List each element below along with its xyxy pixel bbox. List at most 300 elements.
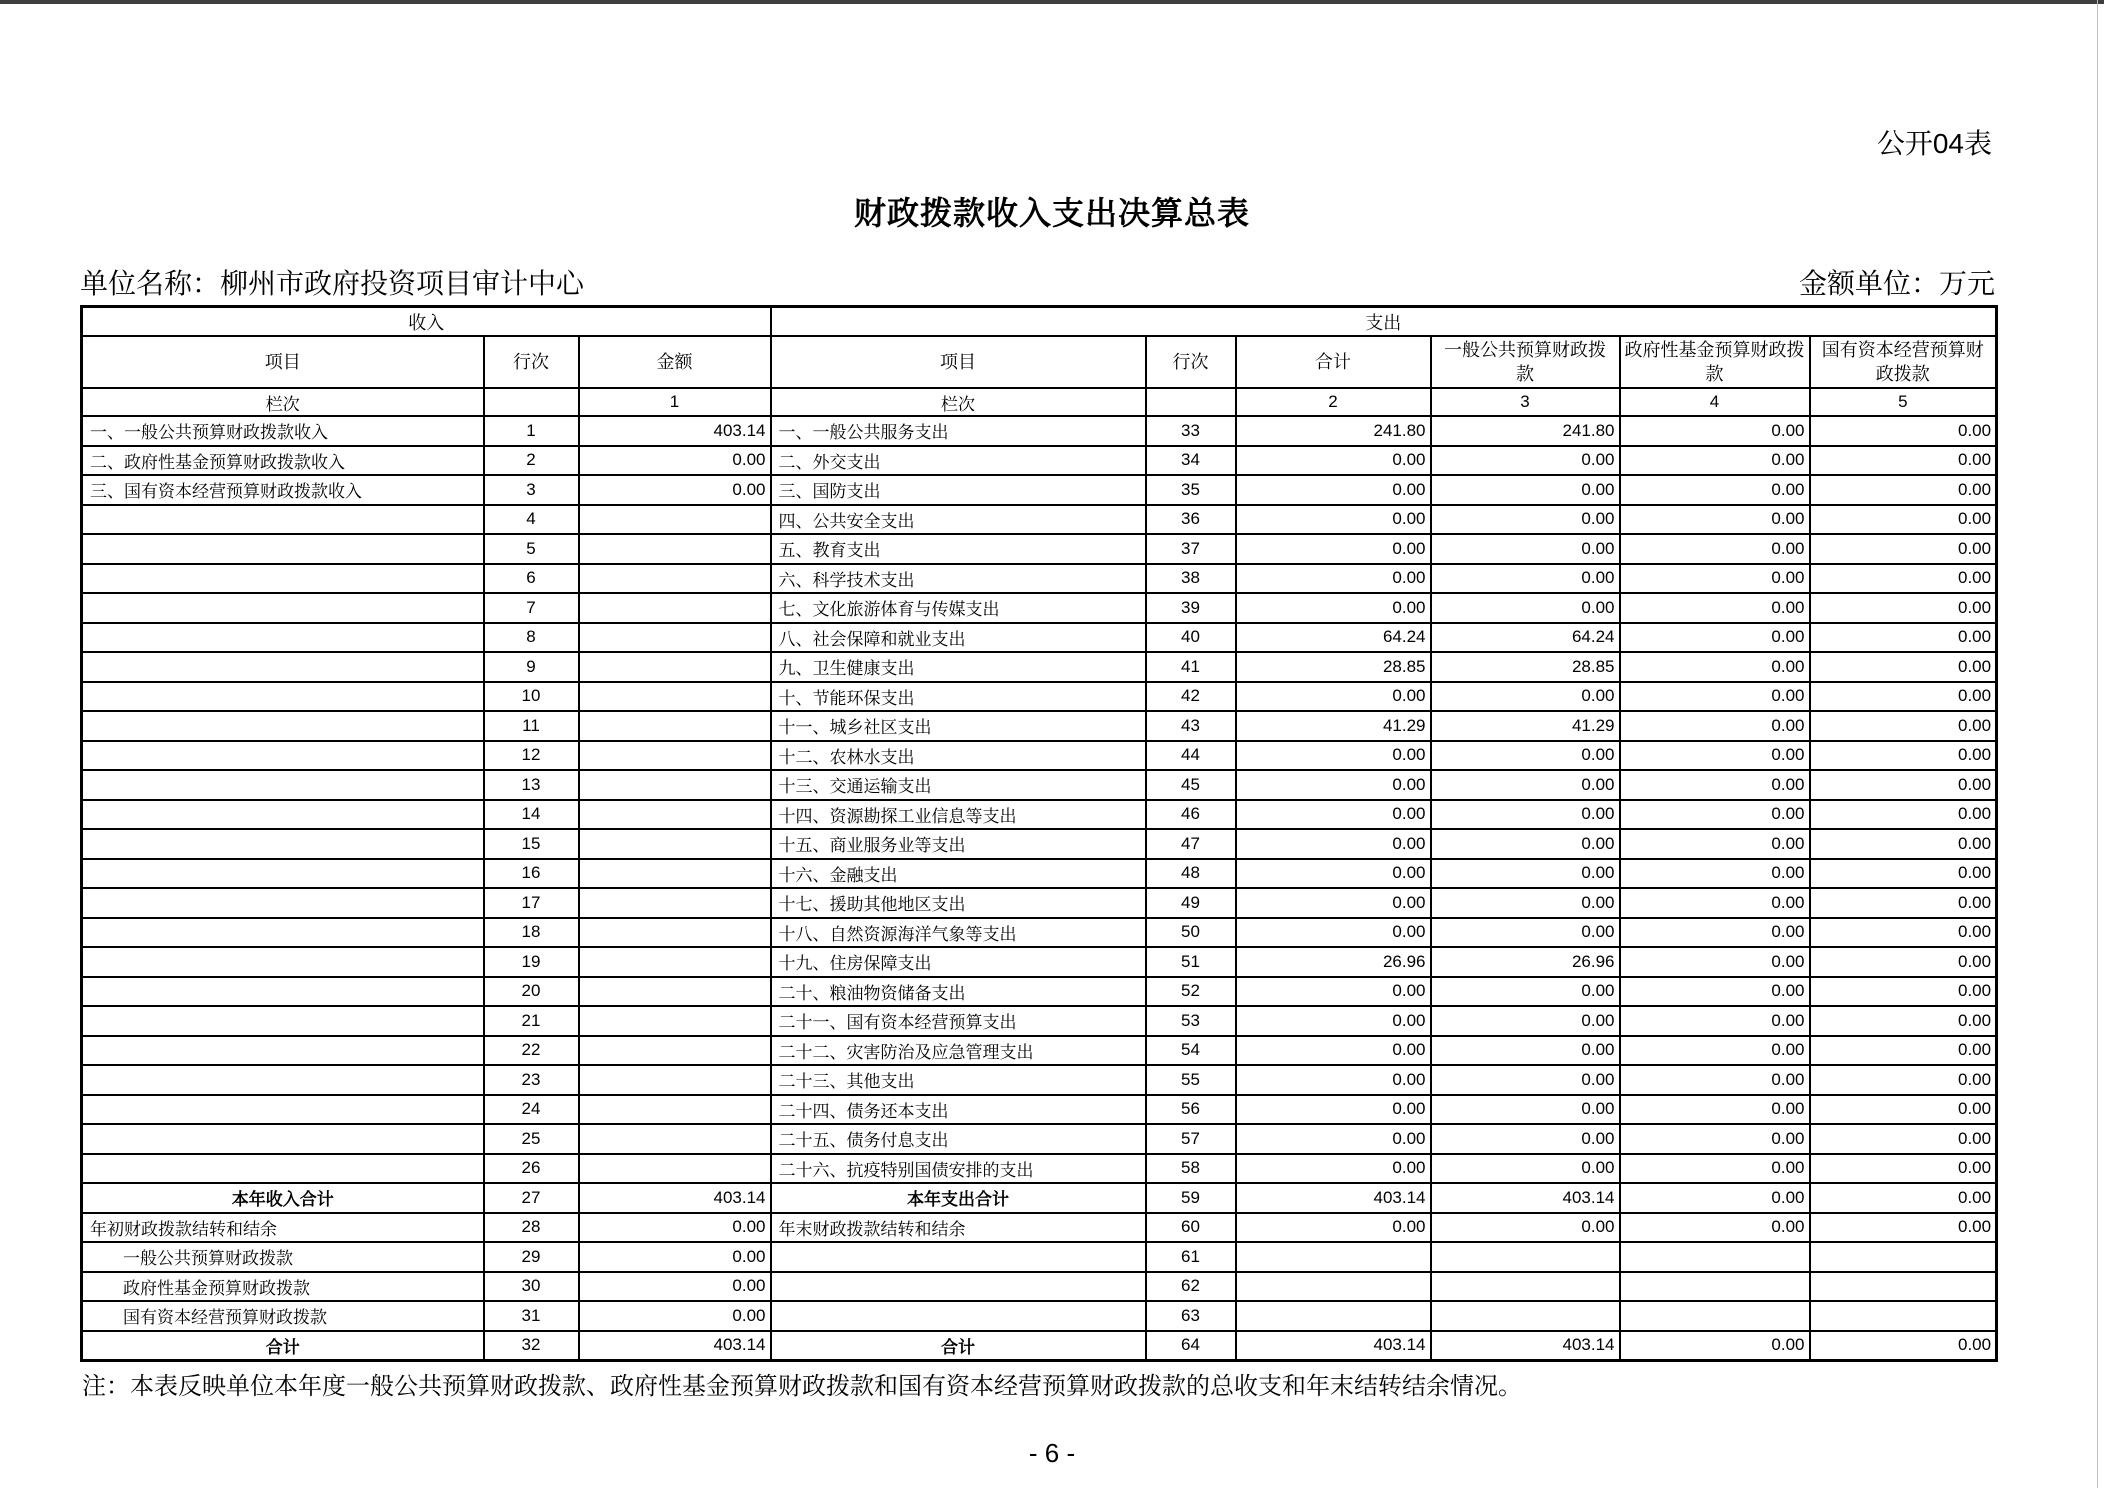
expense-amount: 0.00: [1810, 1124, 1997, 1154]
expense-item-label: 八、社会保障和就业支出: [771, 623, 1146, 653]
expense-amount: 0.00: [1620, 682, 1810, 712]
income-line-number: 16: [484, 859, 579, 889]
expense-amount: 64.24: [1431, 623, 1620, 653]
expense-amount: 0.00: [1810, 1006, 1997, 1036]
income-item-label: [82, 1006, 484, 1036]
income-line-number: 32: [484, 1331, 579, 1361]
expense-item-label: 十四、资源勘探工业信息等支出: [771, 800, 1146, 830]
income-lanci-label: 栏次: [82, 388, 484, 416]
income-line-number: 21: [484, 1006, 579, 1036]
expense-line-number: 63: [1146, 1301, 1236, 1331]
table-row: [82, 711, 1997, 741]
income-line-number: 31: [484, 1301, 579, 1331]
expense-amount: 0.00: [1810, 800, 1997, 830]
income-section-header: 收入: [82, 307, 771, 337]
expense-amount: 41.29: [1431, 711, 1620, 741]
expense-line-number: 45: [1146, 770, 1236, 800]
section-header-row: [82, 307, 1997, 337]
expense-amount: 0.00: [1810, 741, 1997, 771]
expense-amount: 0.00: [1431, 888, 1620, 918]
income-amount: 0.00: [579, 1242, 771, 1272]
expense-amount: 0.00: [1620, 977, 1810, 1007]
expense-amount: 0.00: [1810, 859, 1997, 889]
income-line-number: 14: [484, 800, 579, 830]
table-row: [82, 475, 1997, 505]
expense-amount: 0.00: [1431, 977, 1620, 1007]
expense-col-state-capital: 国有资本经营预算财政拨款: [1810, 336, 1997, 388]
form-code: 公开04表: [1876, 128, 1992, 159]
expense-amount: 0.00: [1431, 1124, 1620, 1154]
income-line-number: 29: [484, 1242, 579, 1272]
income-line-number: 17: [484, 888, 579, 918]
expense-amount: [1810, 1272, 1997, 1302]
expense-amount: 0.00: [1810, 770, 1997, 800]
expense-amount: 0.00: [1236, 918, 1431, 948]
expense-amount: 0.00: [1810, 505, 1997, 535]
income-line-number: 3: [484, 475, 579, 505]
expense-amount: 28.85: [1431, 652, 1620, 682]
expense-amount: 0.00: [1810, 564, 1997, 594]
expense-item-label: 四、公共安全支出: [771, 505, 1146, 535]
expense-item-label: 合计: [771, 1331, 1146, 1361]
expense-line-number: 58: [1146, 1154, 1236, 1184]
expense-amount: 403.14: [1236, 1183, 1431, 1213]
expense-line-number: 37: [1146, 534, 1236, 564]
income-item-label: [82, 711, 484, 741]
table-row: [82, 829, 1997, 859]
expense-line-number: 54: [1146, 1036, 1236, 1066]
table-row: [82, 918, 1997, 948]
expense-line-number: 53: [1146, 1006, 1236, 1036]
income-amount: [579, 652, 771, 682]
expense-lanci-line: [1146, 388, 1236, 416]
expense-col-gov-fund: 政府性基金预算财政拨款: [1620, 336, 1810, 388]
income-amount: [579, 564, 771, 594]
expense-amount: 0.00: [1431, 1154, 1620, 1184]
income-amount: [579, 1154, 771, 1184]
expense-item-label: 十七、援助其他地区支出: [771, 888, 1146, 918]
expense-amount: 0.00: [1810, 1331, 1997, 1361]
income-amount: [579, 888, 771, 918]
expense-amount: 0.00: [1810, 534, 1997, 564]
income-amount: 0.00: [579, 446, 771, 476]
expense-col-item: 项目: [771, 336, 1146, 388]
expense-amount: 0.00: [1810, 652, 1997, 682]
expense-amount: 0.00: [1431, 918, 1620, 948]
income-amount: [579, 1036, 771, 1066]
expense-amount: 403.14: [1431, 1331, 1620, 1361]
column-header-row: [82, 336, 1997, 388]
expense-col-general-budget: 一般公共预算财政拨款: [1431, 336, 1620, 388]
expense-amount: 0.00: [1431, 859, 1620, 889]
expense-item-label: 九、卫生健康支出: [771, 652, 1146, 682]
income-line-number: 23: [484, 1065, 579, 1095]
income-item-label: [82, 947, 484, 977]
expense-amount: 0.00: [1236, 1006, 1431, 1036]
unit-name: 单位名称：柳州市政府投资项目审计中心: [80, 268, 585, 299]
page-top-edge: [0, 0, 2104, 4]
expense-line-number: 43: [1146, 711, 1236, 741]
income-amount: 0.00: [579, 1213, 771, 1243]
expense-amount: 0.00: [1236, 682, 1431, 712]
expense-item-label: 二十一、国有资本经营预算支出: [771, 1006, 1146, 1036]
table-row: [82, 888, 1997, 918]
table-row: [82, 1006, 1997, 1036]
income-line-number: 26: [484, 1154, 579, 1184]
expense-line-number: 59: [1146, 1183, 1236, 1213]
expense-amount: 0.00: [1431, 446, 1620, 476]
expense-item-label: 十一、城乡社区支出: [771, 711, 1146, 741]
expense-amount: 0.00: [1431, 770, 1620, 800]
income-line-number: 10: [484, 682, 579, 712]
table-row: [82, 1301, 1997, 1331]
income-amount: [579, 1065, 771, 1095]
income-line-number: 7: [484, 593, 579, 623]
expense-amount: 0.00: [1236, 1124, 1431, 1154]
income-line-number: 22: [484, 1036, 579, 1066]
expense-amount: 0.00: [1620, 770, 1810, 800]
expense-amount: 0.00: [1810, 1213, 1997, 1243]
income-line-number: 13: [484, 770, 579, 800]
expense-line-number: 51: [1146, 947, 1236, 977]
income-item-label: [82, 977, 484, 1007]
expense-amount: 0.00: [1431, 682, 1620, 712]
expense-amount: 0.00: [1810, 623, 1997, 653]
table-row: [82, 1213, 1997, 1243]
expense-amount: 28.85: [1236, 652, 1431, 682]
expense-amount: 0.00: [1236, 1036, 1431, 1066]
expense-amount: 41.29: [1236, 711, 1431, 741]
income-item-label: [82, 1095, 484, 1125]
expense-amount: 0.00: [1620, 800, 1810, 830]
income-line-number: 4: [484, 505, 579, 535]
expense-amount: 0.00: [1620, 829, 1810, 859]
income-amount: [579, 1124, 771, 1154]
footnote: 注：本表反映单位本年度一般公共预算财政拨款、政府性基金预算财政拨款和国有资本经营预算财政拨款的总收支和年末结转结余情况。: [82, 1373, 1522, 1400]
expense-amount: 0.00: [1620, 505, 1810, 535]
income-amount: 0.00: [579, 475, 771, 505]
income-col-item: 项目: [82, 336, 484, 388]
income-amount: [579, 977, 771, 1007]
expense-amount: 26.96: [1236, 947, 1431, 977]
expense-amount: 0.00: [1810, 446, 1997, 476]
income-item-label: [82, 829, 484, 859]
expense-amount: 0.00: [1620, 1006, 1810, 1036]
income-line-number: 19: [484, 947, 579, 977]
expense-amount: 0.00: [1810, 1065, 1997, 1095]
income-item-label: [82, 593, 484, 623]
expense-line-number: 36: [1146, 505, 1236, 535]
expense-amount: 0.00: [1236, 534, 1431, 564]
income-line-number: 15: [484, 829, 579, 859]
expense-amount: 0.00: [1620, 1065, 1810, 1095]
table-row: [82, 1272, 1997, 1302]
expense-amount: 241.80: [1431, 416, 1620, 446]
expense-amount: [1431, 1242, 1620, 1272]
expense-amount: 0.00: [1620, 475, 1810, 505]
expense-item-label: [771, 1301, 1146, 1331]
income-line-number: 6: [484, 564, 579, 594]
expense-item-label: 二十、粮油物资储备支出: [771, 977, 1146, 1007]
income-amount: [579, 682, 771, 712]
expense-line-number: 47: [1146, 829, 1236, 859]
income-line-number: 5: [484, 534, 579, 564]
expense-amount: 0.00: [1431, 1095, 1620, 1125]
table-row: [82, 593, 1997, 623]
table-row: [82, 682, 1997, 712]
income-item-label: 政府性基金预算财政拨款: [82, 1272, 484, 1302]
expense-amount: [1620, 1242, 1810, 1272]
expense-item-label: 二十二、灾害防治及应急管理支出: [771, 1036, 1146, 1066]
expense-amount: 0.00: [1810, 1095, 1997, 1125]
expense-amount: 403.14: [1236, 1331, 1431, 1361]
expense-amount: 0.00: [1431, 505, 1620, 535]
income-item-label: [82, 888, 484, 918]
expense-item-label: 二、外交支出: [771, 446, 1146, 476]
expense-line-number: 33: [1146, 416, 1236, 446]
income-amount: [579, 947, 771, 977]
expense-amount: 0.00: [1620, 623, 1810, 653]
expense-amount: 26.96: [1431, 947, 1620, 977]
expense-item-label: 十六、金融支出: [771, 859, 1146, 889]
income-line-number: 25: [484, 1124, 579, 1154]
expense-line-number: 64: [1146, 1331, 1236, 1361]
expense-amount: 0.00: [1620, 593, 1810, 623]
income-item-label: 一、一般公共预算财政拨款收入: [82, 416, 484, 446]
expense-amount: 0.00: [1620, 446, 1810, 476]
expense-line-number: 44: [1146, 741, 1236, 771]
expense-item-label: 七、文化旅游体育与传媒支出: [771, 593, 1146, 623]
expense-amount: 0.00: [1236, 1213, 1431, 1243]
page-title: 财政拨款收入支出决算总表: [853, 195, 1250, 231]
expense-amount: [1620, 1272, 1810, 1302]
table-row: [82, 534, 1997, 564]
income-amount: [579, 711, 771, 741]
income-item-label: 合计: [82, 1331, 484, 1361]
income-line-number: 1: [484, 416, 579, 446]
income-item-label: [82, 741, 484, 771]
expense-lanci-col5: 5: [1810, 388, 1997, 416]
table-row: [82, 1124, 1997, 1154]
table-row: [82, 800, 1997, 830]
amount-unit: 金额单位：万元: [1798, 268, 1995, 299]
income-amount: [579, 534, 771, 564]
expense-amount: 0.00: [1236, 829, 1431, 859]
expense-amount: 0.00: [1810, 475, 1997, 505]
table-row: [82, 1242, 1997, 1272]
expense-amount: 0.00: [1620, 711, 1810, 741]
expense-amount: [1236, 1301, 1431, 1331]
expense-lanci-col2: 2: [1236, 388, 1431, 416]
expense-amount: 241.80: [1236, 416, 1431, 446]
expense-amount: 0.00: [1236, 977, 1431, 1007]
table-row: [82, 1183, 1997, 1213]
income-amount: [579, 741, 771, 771]
table-row: [82, 770, 1997, 800]
expense-amount: 0.00: [1431, 829, 1620, 859]
expense-amount: [1810, 1242, 1997, 1272]
income-item-label: [82, 770, 484, 800]
income-item-label: 一般公共预算财政拨款: [82, 1242, 484, 1272]
expense-amount: 0.00: [1236, 446, 1431, 476]
expense-item-label: 十九、住房保障支出: [771, 947, 1146, 977]
expense-amount: 0.00: [1620, 888, 1810, 918]
income-line-number: 18: [484, 918, 579, 948]
expense-amount: 0.00: [1620, 1036, 1810, 1066]
income-amount: [579, 1095, 771, 1125]
expense-amount: 0.00: [1620, 652, 1810, 682]
income-item-label: [82, 652, 484, 682]
expense-amount: 0.00: [1431, 475, 1620, 505]
table-row: [82, 1095, 1997, 1125]
income-item-label: [82, 1124, 484, 1154]
expense-amount: 0.00: [1620, 1213, 1810, 1243]
income-amount: 0.00: [579, 1301, 771, 1331]
income-amount: [579, 1006, 771, 1036]
expense-amount: 0.00: [1620, 416, 1810, 446]
table-row: [82, 1154, 1997, 1184]
expense-col-total: 合计: [1236, 336, 1431, 388]
table-row: [82, 505, 1997, 535]
expense-amount: 0.00: [1810, 711, 1997, 741]
table-body: [82, 416, 1997, 1361]
table-row: [82, 416, 1997, 446]
income-item-label: [82, 918, 484, 948]
table-row: [82, 623, 1997, 653]
expense-amount: 0.00: [1431, 1213, 1620, 1243]
expense-amount: 0.00: [1810, 888, 1997, 918]
expense-amount: 0.00: [1620, 1183, 1810, 1213]
expense-amount: 0.00: [1620, 1124, 1810, 1154]
expense-amount: 0.00: [1431, 1006, 1620, 1036]
expense-line-number: 60: [1146, 1213, 1236, 1243]
expense-item-label: 三、国防支出: [771, 475, 1146, 505]
expense-amount: 0.00: [1620, 534, 1810, 564]
expense-line-number: 46: [1146, 800, 1236, 830]
expense-amount: 0.00: [1810, 682, 1997, 712]
expense-amount: 0.00: [1810, 947, 1997, 977]
fiscal-table-wrap: [80, 305, 1998, 1362]
expense-line-number: 50: [1146, 918, 1236, 948]
expense-amount: 0.00: [1620, 1095, 1810, 1125]
income-lanci-line: [484, 388, 579, 416]
expense-amount: 0.00: [1236, 1065, 1431, 1095]
expense-line-number: 40: [1146, 623, 1236, 653]
income-item-label: [82, 564, 484, 594]
expense-amount: 0.00: [1236, 888, 1431, 918]
expense-amount: [1236, 1272, 1431, 1302]
income-item-label: [82, 1036, 484, 1066]
income-item-label: [82, 505, 484, 535]
income-item-label: [82, 623, 484, 653]
income-item-label: [82, 682, 484, 712]
expense-amount: 0.00: [1620, 947, 1810, 977]
income-item-label: 国有资本经营预算财政拨款: [82, 1301, 484, 1331]
expense-amount: 0.00: [1620, 1331, 1810, 1361]
expense-line-number: 55: [1146, 1065, 1236, 1095]
income-item-label: [82, 534, 484, 564]
expense-amount: 0.00: [1620, 1154, 1810, 1184]
expense-amount: 0.00: [1810, 1036, 1997, 1066]
expense-amount: 0.00: [1620, 918, 1810, 948]
expense-line-number: 39: [1146, 593, 1236, 623]
income-line-number: 12: [484, 741, 579, 771]
expense-amount: [1620, 1301, 1810, 1331]
income-line-number: 28: [484, 1213, 579, 1243]
income-line-number: 2: [484, 446, 579, 476]
expense-amount: 0.00: [1236, 770, 1431, 800]
expense-amount: [1431, 1272, 1620, 1302]
expense-amount: 0.00: [1620, 741, 1810, 771]
expense-amount: 0.00: [1431, 741, 1620, 771]
unit-info-row: [80, 262, 1995, 302]
expense-item-label: 本年支出合计: [771, 1183, 1146, 1213]
expense-line-number: 62: [1146, 1272, 1236, 1302]
table-row: [82, 859, 1997, 889]
expense-amount: 0.00: [1236, 1095, 1431, 1125]
income-amount: 403.14: [579, 416, 771, 446]
expense-lanci-label: 栏次: [771, 388, 1146, 416]
income-item-label: [82, 859, 484, 889]
income-line-number: 8: [484, 623, 579, 653]
expense-amount: 0.00: [1431, 534, 1620, 564]
income-line-number: 27: [484, 1183, 579, 1213]
expense-amount: 0.00: [1620, 564, 1810, 594]
table-row: [82, 652, 1997, 682]
expense-item-label: [771, 1272, 1146, 1302]
income-item-label: 三、国有资本经营预算财政拨款收入: [82, 475, 484, 505]
income-amount: [579, 829, 771, 859]
expense-line-number: 35: [1146, 475, 1236, 505]
expense-amount: 0.00: [1236, 593, 1431, 623]
income-item-label: 本年收入合计: [82, 1183, 484, 1213]
expense-amount: 0.00: [1810, 918, 1997, 948]
page-number: - 6 -: [1028, 1438, 1076, 1468]
expense-line-number: 48: [1146, 859, 1236, 889]
table-row: [82, 446, 1997, 476]
income-amount: [579, 800, 771, 830]
expense-amount: 0.00: [1431, 564, 1620, 594]
income-line-number: 11: [484, 711, 579, 741]
expense-item-label: 二十四、债务还本支出: [771, 1095, 1146, 1125]
expense-line-number: 38: [1146, 564, 1236, 594]
expense-amount: 0.00: [1810, 416, 1997, 446]
expense-line-number: 34: [1146, 446, 1236, 476]
income-col-amount: 金额: [579, 336, 771, 388]
expense-amount: 0.00: [1810, 593, 1997, 623]
expense-amount: [1810, 1301, 1997, 1331]
expense-line-number: 42: [1146, 682, 1236, 712]
expense-amount: 0.00: [1620, 859, 1810, 889]
expense-amount: [1236, 1242, 1431, 1272]
expense-line-number: 49: [1146, 888, 1236, 918]
expense-line-number: 56: [1146, 1095, 1236, 1125]
expense-item-label: 十、节能环保支出: [771, 682, 1146, 712]
expense-item-label: [771, 1242, 1146, 1272]
expense-amount: 0.00: [1431, 800, 1620, 830]
expense-item-label: 十五、商业服务业等支出: [771, 829, 1146, 859]
expense-col-line: 行次: [1146, 336, 1236, 388]
expense-item-label: 十三、交通运输支出: [771, 770, 1146, 800]
expense-amount: 0.00: [1236, 564, 1431, 594]
expense-amount: 0.00: [1431, 593, 1620, 623]
fiscal-table: [80, 305, 1998, 1362]
income-line-number: 30: [484, 1272, 579, 1302]
income-amount: [579, 918, 771, 948]
expense-amount: 0.00: [1810, 1183, 1997, 1213]
expense-item-label: 五、教育支出: [771, 534, 1146, 564]
expense-item-label: 年末财政拨款结转和结余: [771, 1213, 1146, 1243]
